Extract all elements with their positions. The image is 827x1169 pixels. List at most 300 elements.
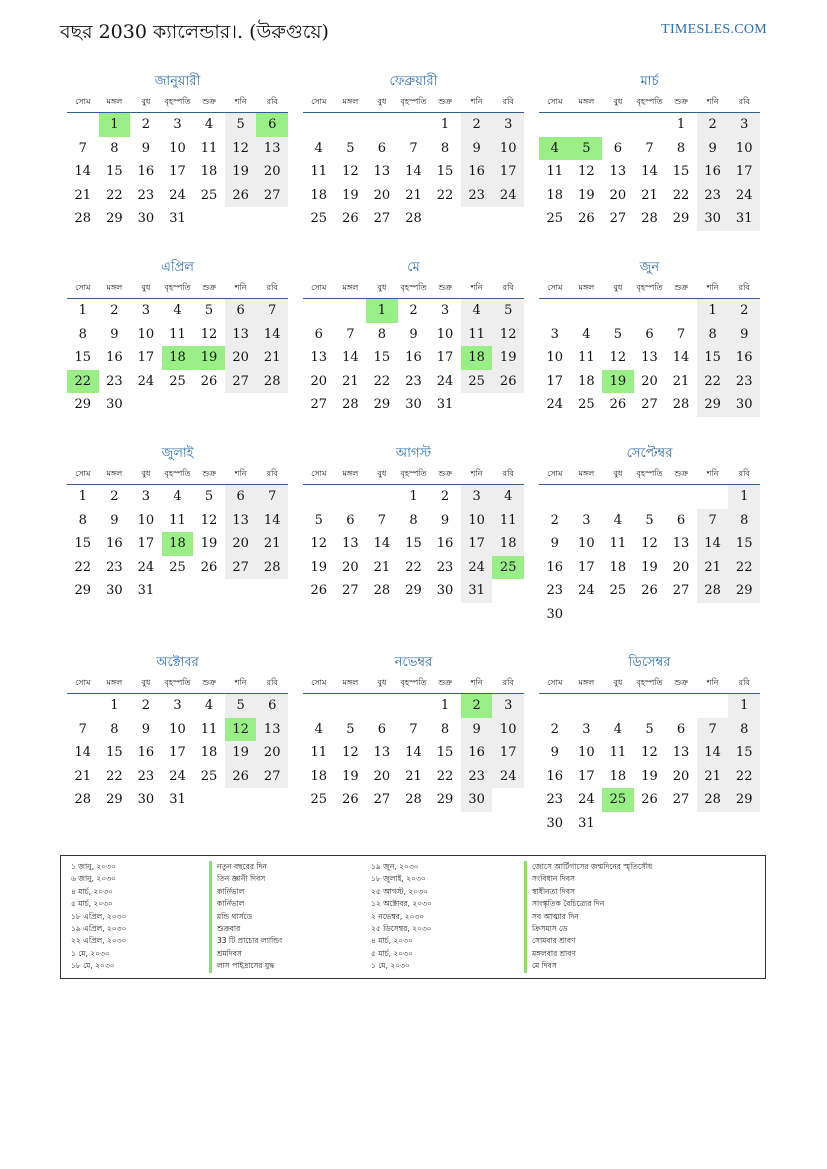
day-cell[interactable]: 10 (578, 536, 595, 552)
day-cell[interactable]: 29 (106, 211, 123, 227)
day-cell[interactable]: 3 (461, 485, 493, 509)
day-cell[interactable]: 11 (310, 164, 328, 180)
day-cell[interactable]: 13 (256, 718, 288, 742)
day-cell[interactable]: 1 (78, 489, 87, 505)
holiday-day-cell[interactable]: 6 (256, 113, 288, 137)
day-cell[interactable]: 26 (641, 583, 658, 599)
day-cell[interactable]: 17 (137, 350, 155, 366)
day-cell[interactable]: 14 (74, 164, 92, 180)
day-cell[interactable]: 13 (672, 745, 690, 761)
day-cell[interactable]: 16 (461, 741, 493, 765)
holiday-day-cell[interactable]: 1 (366, 299, 398, 323)
day-cell[interactable]: 23 (546, 583, 564, 599)
day-cell[interactable]: 20 (225, 532, 257, 556)
day-cell[interactable]: 14 (672, 350, 690, 366)
day-cell[interactable]: 16 (405, 350, 422, 366)
day-cell[interactable]: 23 (461, 184, 493, 208)
day-cell[interactable]: 14 (342, 350, 359, 366)
day-cell[interactable]: 31 (728, 207, 760, 231)
day-cell[interactable]: 1 (440, 698, 450, 714)
day-cell[interactable]: 14 (697, 741, 729, 765)
day-cell[interactable]: 20 (641, 373, 658, 389)
day-cell[interactable]: 5 (225, 694, 257, 718)
day-cell[interactable]: 17 (728, 160, 760, 184)
day-cell[interactable]: 4 (613, 721, 623, 737)
day-cell[interactable]: 25 (578, 397, 595, 413)
day-cell[interactable]: 7 (697, 509, 729, 533)
day-cell[interactable]: 30 (137, 792, 155, 808)
day-cell[interactable]: 13 (641, 350, 658, 366)
day-cell[interactable]: 13 (672, 536, 690, 552)
day-cell[interactable]: 29 (728, 788, 760, 812)
day-cell[interactable]: 22 (436, 768, 454, 784)
day-cell[interactable]: 2 (110, 489, 119, 505)
day-cell[interactable]: 30 (137, 211, 155, 227)
day-cell[interactable]: 16 (137, 745, 155, 761)
day-cell[interactable]: 31 (461, 579, 493, 603)
day-cell[interactable]: 16 (436, 536, 454, 552)
day-cell[interactable]: 21 (256, 346, 288, 370)
day-cell[interactable]: 8 (728, 509, 760, 533)
day-cell[interactable]: 25 (169, 373, 186, 389)
holiday-day-cell[interactable]: 22 (67, 370, 99, 394)
day-cell[interactable]: 21 (74, 187, 92, 203)
day-cell[interactable]: 6 (645, 326, 654, 342)
day-cell[interactable]: 25 (310, 211, 328, 227)
day-cell[interactable]: 10 (169, 721, 186, 737)
day-cell[interactable]: 25 (310, 792, 328, 808)
day-cell[interactable]: 18 (546, 187, 564, 203)
day-cell[interactable]: 4 (492, 485, 524, 509)
day-cell[interactable]: 24 (492, 184, 524, 208)
day-cell[interactable]: 24 (137, 373, 155, 389)
day-cell[interactable]: 18 (609, 768, 627, 784)
day-cell[interactable]: 27 (256, 765, 288, 789)
day-cell[interactable]: 29 (74, 583, 92, 599)
day-cell[interactable]: 10 (436, 326, 454, 342)
day-cell[interactable]: 7 (377, 512, 387, 528)
day-cell[interactable]: 11 (546, 164, 564, 180)
day-cell[interactable]: 14 (74, 745, 92, 761)
day-cell[interactable]: 21 (672, 373, 690, 389)
day-cell[interactable]: 14 (405, 745, 422, 761)
day-cell[interactable]: 19 (225, 160, 257, 184)
day-cell[interactable]: 15 (373, 350, 391, 366)
day-cell[interactable]: 26 (641, 792, 658, 808)
day-cell[interactable]: 26 (342, 211, 359, 227)
day-cell[interactable]: 26 (578, 211, 595, 227)
day-cell[interactable]: 2 (110, 303, 119, 319)
day-cell[interactable]: 22 (728, 765, 760, 789)
day-cell[interactable]: 20 (256, 160, 288, 184)
day-cell[interactable]: 23 (461, 765, 493, 789)
day-cell[interactable]: 17 (578, 768, 595, 784)
day-cell[interactable]: 9 (550, 536, 559, 552)
day-cell[interactable]: 24 (436, 373, 454, 389)
day-cell[interactable]: 22 (106, 187, 123, 203)
day-cell[interactable]: 16 (728, 346, 760, 370)
day-cell[interactable]: 15 (106, 164, 123, 180)
day-cell[interactable]: 26 (225, 765, 257, 789)
day-cell[interactable]: 8 (697, 323, 729, 347)
day-cell[interactable]: 1 (78, 303, 87, 319)
day-cell[interactable]: 27 (672, 583, 690, 599)
day-cell[interactable]: 29 (436, 792, 454, 808)
day-cell[interactable]: 4 (173, 489, 182, 505)
day-cell[interactable]: 28 (405, 792, 422, 808)
holiday-day-cell[interactable]: 2 (461, 694, 493, 718)
day-cell[interactable]: 14 (697, 532, 729, 556)
day-cell[interactable]: 27 (225, 370, 257, 394)
day-cell[interactable]: 15 (436, 745, 454, 761)
day-cell[interactable]: 26 (310, 583, 328, 599)
day-cell[interactable]: 20 (225, 346, 257, 370)
day-cell[interactable]: 17 (436, 350, 454, 366)
day-cell[interactable]: 24 (169, 187, 186, 203)
day-cell[interactable]: 22 (728, 556, 760, 580)
day-cell[interactable]: 4 (461, 299, 493, 323)
day-cell[interactable]: 17 (546, 373, 564, 389)
day-cell[interactable]: 20 (342, 559, 359, 575)
day-cell[interactable]: 29 (74, 397, 92, 413)
day-cell[interactable]: 19 (225, 741, 257, 765)
day-cell[interactable]: 15 (436, 164, 454, 180)
day-cell[interactable]: 4 (173, 303, 182, 319)
day-cell[interactable]: 18 (578, 373, 595, 389)
day-cell[interactable]: 23 (106, 559, 123, 575)
day-cell[interactable]: 21 (74, 768, 92, 784)
day-cell[interactable]: 13 (310, 350, 328, 366)
day-cell[interactable]: 6 (314, 326, 323, 342)
day-cell[interactable]: 19 (342, 187, 359, 203)
day-cell[interactable]: 26 (200, 559, 218, 575)
day-cell[interactable]: 11 (461, 323, 493, 347)
day-cell[interactable]: 19 (641, 768, 658, 784)
day-cell[interactable]: 22 (405, 559, 422, 575)
day-cell[interactable]: 11 (169, 512, 186, 528)
day-cell[interactable]: 8 (409, 512, 418, 528)
holiday-day-cell[interactable]: 25 (492, 556, 524, 580)
day-cell[interactable]: 27 (256, 184, 288, 208)
day-cell[interactable]: 26 (200, 373, 218, 389)
day-cell[interactable]: 9 (440, 512, 450, 528)
day-cell[interactable]: 6 (377, 721, 387, 737)
day-cell[interactable]: 17 (169, 164, 186, 180)
day-cell[interactable]: 2 (697, 113, 729, 137)
day-cell[interactable]: 16 (461, 160, 493, 184)
day-cell[interactable]: 2 (550, 721, 559, 737)
day-cell[interactable]: 4 (582, 326, 591, 342)
day-cell[interactable]: 12 (342, 164, 359, 180)
day-cell[interactable]: 2 (728, 299, 760, 323)
day-cell[interactable]: 15 (74, 350, 92, 366)
day-cell[interactable]: 25 (169, 559, 186, 575)
day-cell[interactable]: 9 (110, 512, 119, 528)
holiday-day-cell[interactable]: 18 (461, 346, 493, 370)
day-cell[interactable]: 11 (578, 350, 595, 366)
day-cell[interactable]: 30 (697, 207, 729, 231)
day-cell[interactable]: 24 (169, 768, 186, 784)
day-cell[interactable]: 17 (461, 532, 493, 556)
day-cell[interactable]: 6 (225, 485, 257, 509)
day-cell[interactable]: 4 (314, 140, 323, 156)
day-cell[interactable]: 14 (373, 536, 391, 552)
day-cell[interactable]: 9 (409, 326, 418, 342)
day-cell[interactable]: 26 (342, 792, 359, 808)
day-cell[interactable]: 23 (137, 768, 155, 784)
day-cell[interactable]: 31 (436, 397, 454, 413)
day-cell[interactable]: 27 (310, 397, 328, 413)
day-cell[interactable]: 21 (342, 373, 359, 389)
day-cell[interactable]: 21 (641, 187, 658, 203)
day-cell[interactable]: 31 (578, 815, 595, 831)
day-cell[interactable]: 10 (492, 137, 524, 161)
day-cell[interactable]: 9 (110, 326, 119, 342)
day-cell[interactable]: 11 (200, 721, 218, 737)
day-cell[interactable]: 30 (106, 397, 123, 413)
day-cell[interactable]: 25 (200, 187, 218, 203)
holiday-day-cell[interactable]: 1 (99, 113, 131, 137)
day-cell[interactable]: 14 (256, 323, 288, 347)
day-cell[interactable]: 28 (256, 556, 288, 580)
day-cell[interactable]: 30 (546, 815, 564, 831)
day-cell[interactable]: 18 (609, 559, 627, 575)
day-cell[interactable]: 8 (377, 326, 387, 342)
day-cell[interactable]: 10 (461, 509, 493, 533)
holiday-day-cell[interactable]: 25 (602, 788, 634, 812)
day-cell[interactable]: 7 (645, 140, 654, 156)
day-cell[interactable]: 20 (373, 187, 391, 203)
day-cell[interactable]: 29 (728, 579, 760, 603)
day-cell[interactable]: 2 (550, 512, 559, 528)
day-cell[interactable]: 30 (405, 397, 422, 413)
day-cell[interactable]: 9 (461, 718, 493, 742)
day-cell[interactable]: 28 (697, 579, 729, 603)
day-cell[interactable]: 2 (141, 698, 151, 714)
day-cell[interactable]: 8 (78, 326, 87, 342)
day-cell[interactable]: 16 (546, 768, 564, 784)
day-cell[interactable]: 5 (346, 721, 355, 737)
day-cell[interactable]: 13 (373, 164, 391, 180)
day-cell[interactable]: 18 (492, 532, 524, 556)
day-cell[interactable]: 22 (436, 187, 454, 203)
day-cell[interactable]: 8 (110, 140, 119, 156)
day-cell[interactable]: 7 (78, 140, 87, 156)
day-cell[interactable]: 1 (440, 117, 450, 133)
day-cell[interactable]: 22 (697, 370, 729, 394)
day-cell[interactable]: 30 (436, 583, 454, 599)
day-cell[interactable]: 6 (676, 512, 686, 528)
day-cell[interactable]: 28 (405, 211, 422, 227)
day-cell[interactable]: 3 (728, 113, 760, 137)
day-cell[interactable]: 22 (74, 559, 92, 575)
day-cell[interactable]: 24 (578, 792, 595, 808)
day-cell[interactable]: 12 (641, 536, 658, 552)
day-cell[interactable]: 4 (204, 117, 214, 133)
day-cell[interactable]: 30 (546, 606, 564, 622)
day-cell[interactable]: 7 (676, 326, 686, 342)
day-cell[interactable]: 15 (74, 536, 92, 552)
day-cell[interactable]: 5 (645, 721, 654, 737)
day-cell[interactable]: 5 (645, 512, 654, 528)
day-cell[interactable]: 17 (492, 741, 524, 765)
day-cell[interactable]: 9 (728, 323, 760, 347)
day-cell[interactable]: 8 (728, 718, 760, 742)
day-cell[interactable]: 29 (106, 792, 123, 808)
day-cell[interactable]: 2 (461, 113, 493, 137)
day-cell[interactable]: 15 (728, 741, 760, 765)
day-cell[interactable]: 24 (578, 583, 595, 599)
day-cell[interactable]: 7 (346, 326, 355, 342)
day-cell[interactable]: 21 (256, 532, 288, 556)
day-cell[interactable]: 22 (672, 187, 690, 203)
day-cell[interactable]: 14 (405, 164, 422, 180)
day-cell[interactable]: 9 (141, 140, 151, 156)
day-cell[interactable]: 14 (641, 164, 658, 180)
day-cell[interactable]: 18 (310, 187, 328, 203)
day-cell[interactable]: 23 (546, 792, 564, 808)
day-cell[interactable]: 23 (137, 187, 155, 203)
day-cell[interactable]: 30 (728, 393, 760, 417)
day-cell[interactable]: 12 (609, 350, 627, 366)
day-cell[interactable]: 20 (609, 187, 627, 203)
day-cell[interactable]: 22 (373, 373, 391, 389)
day-cell[interactable]: 22 (106, 768, 123, 784)
day-cell[interactable]: 29 (697, 393, 729, 417)
brand-link[interactable]: TIMESLES.COM (661, 22, 767, 37)
day-cell[interactable]: 9 (461, 137, 493, 161)
holiday-day-cell[interactable]: 5 (571, 137, 603, 161)
day-cell[interactable]: 3 (582, 721, 591, 737)
day-cell[interactable]: 19 (310, 559, 328, 575)
day-cell[interactable]: 4 (314, 721, 323, 737)
day-cell[interactable]: 3 (582, 512, 591, 528)
day-cell[interactable]: 19 (342, 768, 359, 784)
day-cell[interactable]: 17 (578, 559, 595, 575)
day-cell[interactable]: 10 (578, 745, 595, 761)
day-cell[interactable]: 23 (436, 559, 454, 575)
day-cell[interactable]: 16 (106, 536, 123, 552)
holiday-day-cell[interactable]: 19 (193, 346, 225, 370)
day-cell[interactable]: 10 (546, 350, 564, 366)
day-cell[interactable]: 18 (310, 768, 328, 784)
holiday-day-cell[interactable]: 18 (162, 346, 194, 370)
day-cell[interactable]: 18 (200, 745, 218, 761)
day-cell[interactable]: 3 (492, 113, 524, 137)
day-cell[interactable]: 3 (173, 117, 182, 133)
day-cell[interactable]: 6 (256, 694, 288, 718)
day-cell[interactable]: 30 (106, 583, 123, 599)
day-cell[interactable]: 12 (225, 137, 257, 161)
day-cell[interactable]: 1 (728, 485, 760, 509)
holiday-day-cell[interactable]: 18 (162, 532, 194, 556)
day-cell[interactable]: 28 (74, 211, 92, 227)
day-cell[interactable]: 17 (137, 536, 155, 552)
day-cell[interactable]: 28 (697, 788, 729, 812)
day-cell[interactable]: 23 (697, 184, 729, 208)
day-cell[interactable]: 5 (346, 140, 355, 156)
day-cell[interactable]: 11 (169, 326, 186, 342)
day-cell[interactable]: 13 (373, 745, 391, 761)
day-cell[interactable]: 11 (200, 140, 218, 156)
day-cell[interactable]: 4 (613, 512, 623, 528)
day-cell[interactable]: 24 (728, 184, 760, 208)
day-cell[interactable]: 30 (461, 788, 493, 812)
day-cell[interactable]: 12 (342, 745, 359, 761)
day-cell[interactable]: 13 (225, 323, 257, 347)
day-cell[interactable]: 10 (728, 137, 760, 161)
day-cell[interactable]: 18 (200, 164, 218, 180)
day-cell[interactable]: 3 (173, 698, 182, 714)
day-cell[interactable]: 7 (256, 485, 288, 509)
day-cell[interactable]: 1 (676, 117, 686, 133)
day-cell[interactable]: 3 (550, 326, 559, 342)
day-cell[interactable]: 27 (225, 556, 257, 580)
day-cell[interactable]: 3 (141, 303, 151, 319)
day-cell[interactable]: 9 (550, 745, 559, 761)
day-cell[interactable]: 16 (106, 350, 123, 366)
day-cell[interactable]: 4 (204, 698, 214, 714)
day-cell[interactable]: 11 (492, 509, 524, 533)
day-cell[interactable]: 10 (169, 140, 186, 156)
day-cell[interactable]: 26 (492, 370, 524, 394)
day-cell[interactable]: 19 (200, 536, 218, 552)
day-cell[interactable]: 13 (225, 509, 257, 533)
day-cell[interactable]: 20 (672, 559, 690, 575)
day-cell[interactable]: 7 (78, 721, 87, 737)
day-cell[interactable]: 27 (342, 583, 359, 599)
day-cell[interactable]: 7 (697, 718, 729, 742)
day-cell[interactable]: 21 (405, 768, 422, 784)
day-cell[interactable]: 3 (492, 694, 524, 718)
day-cell[interactable]: 20 (373, 768, 391, 784)
day-cell[interactable]: 15 (405, 536, 422, 552)
day-cell[interactable]: 2 (141, 117, 151, 133)
day-cell[interactable]: 2 (409, 303, 418, 319)
day-cell[interactable]: 28 (373, 583, 391, 599)
day-cell[interactable]: 21 (697, 556, 729, 580)
day-cell[interactable]: 19 (641, 559, 658, 575)
day-cell[interactable]: 8 (440, 140, 450, 156)
day-cell[interactable]: 12 (641, 745, 658, 761)
day-cell[interactable]: 8 (676, 140, 686, 156)
holiday-day-cell[interactable]: 4 (539, 137, 571, 161)
day-cell[interactable]: 24 (137, 559, 155, 575)
day-cell[interactable]: 19 (578, 187, 595, 203)
day-cell[interactable]: 6 (613, 140, 623, 156)
day-cell[interactable]: 1 (697, 299, 729, 323)
day-cell[interactable]: 20 (256, 741, 288, 765)
day-cell[interactable]: 15 (672, 164, 690, 180)
day-cell[interactable]: 21 (697, 765, 729, 789)
holiday-day-cell[interactable]: 12 (225, 718, 257, 742)
day-cell[interactable]: 12 (310, 536, 328, 552)
day-cell[interactable]: 11 (609, 536, 627, 552)
day-cell[interactable]: 27 (373, 211, 391, 227)
day-cell[interactable]: 27 (373, 792, 391, 808)
day-cell[interactable]: 24 (546, 397, 564, 413)
day-cell[interactable]: 29 (405, 583, 422, 599)
day-cell[interactable]: 15 (697, 346, 729, 370)
day-cell[interactable]: 10 (492, 718, 524, 742)
day-cell[interactable]: 5 (204, 303, 214, 319)
day-cell[interactable]: 1 (110, 698, 119, 714)
day-cell[interactable]: 3 (141, 489, 151, 505)
day-cell[interactable]: 1 (409, 489, 418, 505)
day-cell[interactable]: 9 (697, 137, 729, 161)
day-cell[interactable]: 31 (169, 792, 186, 808)
day-cell[interactable]: 25 (200, 768, 218, 784)
